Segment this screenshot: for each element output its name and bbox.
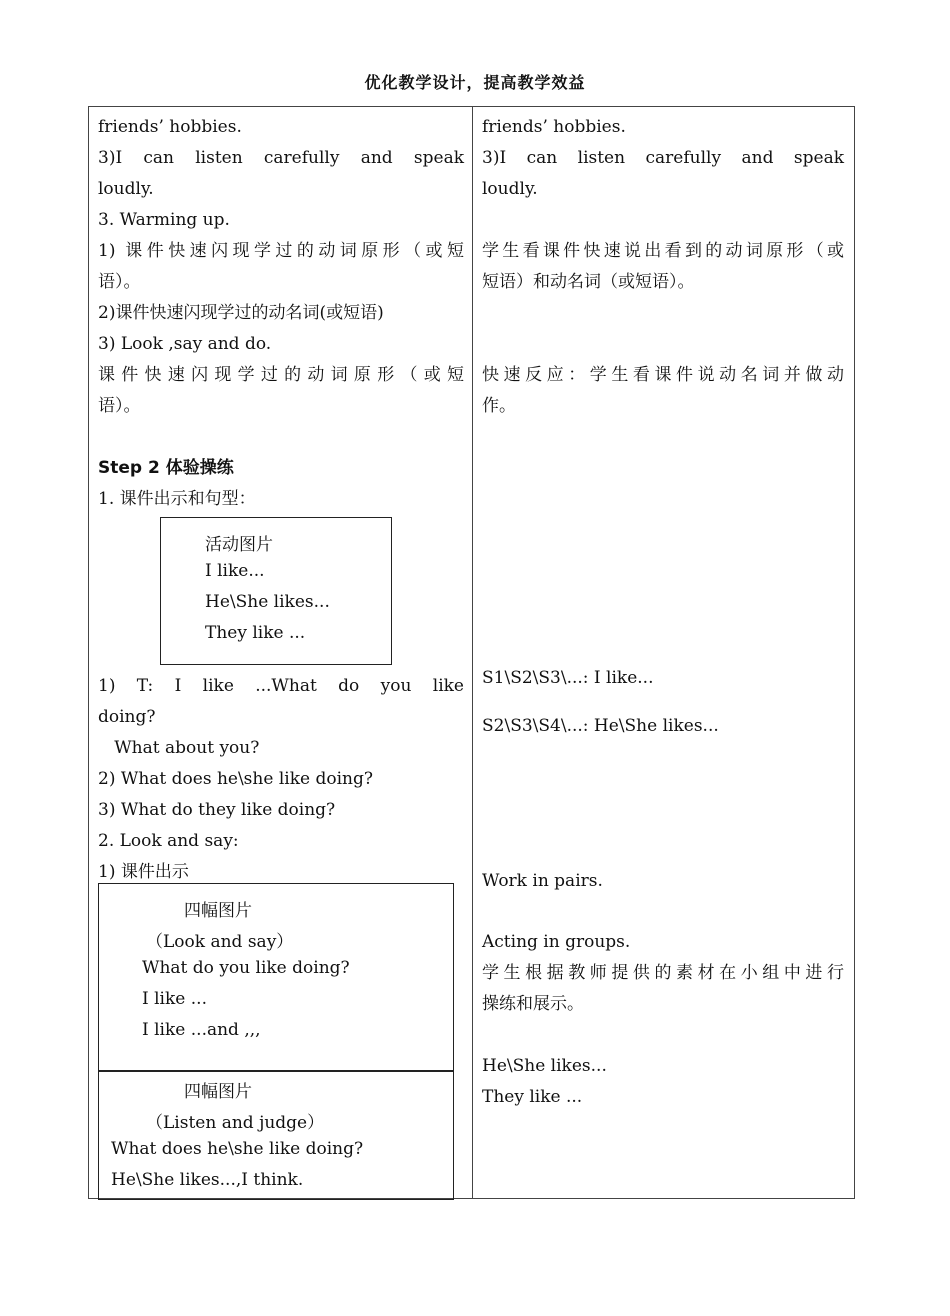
box-line: He\She likes...	[205, 592, 330, 612]
step-heading: Step 2 体验操练	[98, 458, 234, 478]
box-line: I like ...and ,,,	[142, 1020, 261, 1040]
text-line: friends’ hobbies.	[98, 117, 242, 137]
text-line: They like ...	[482, 1087, 583, 1107]
box-line: （Look and say）	[146, 932, 294, 952]
box-line: 活动图片	[205, 535, 273, 555]
box-line: I like...	[205, 561, 265, 581]
box-line: What does he\she like doing?	[111, 1139, 364, 1159]
box-line: What do you like doing?	[142, 958, 350, 978]
text-line: 学生看课件快速说出看到的动词原形（或	[482, 241, 844, 261]
text-line: 快速反应：学生看课件说动名词并做动	[482, 365, 844, 385]
page-title: 优化教学设计，提高教学效益	[364, 73, 586, 92]
text-line: 2) What does he\she like doing?	[98, 769, 373, 789]
text-line: 2)课件快速闪现学过的动名词(或短语)	[98, 303, 384, 323]
text-line: loudly.	[98, 179, 154, 199]
text-line: 1) T: I like ...What do you like	[98, 676, 464, 696]
text-line: 3)I can listen carefully and speak	[98, 148, 464, 168]
box-line: 四幅图片	[184, 1082, 252, 1102]
text-line: 1. 课件出示和句型：	[98, 489, 256, 509]
text-line: S1\S2\S3\...: I like...	[482, 668, 654, 688]
look-and-say-box	[98, 883, 454, 1072]
text-line: 语）。	[98, 396, 141, 416]
text-line: 3) Look ,say and do.	[98, 334, 272, 354]
text-line: 1) 课件快速闪现学过的动词原形（或短	[98, 241, 464, 261]
text-line: He\She likes...	[482, 1056, 607, 1076]
box-line: 四幅图片	[184, 901, 252, 921]
text-line: Work in pairs.	[482, 871, 603, 891]
text-line: 1) 课件出示	[98, 862, 189, 882]
text-line: friends’ hobbies.	[482, 117, 626, 137]
listen-and-judge-box	[98, 1070, 454, 1200]
text-line: 3) What do they like doing?	[98, 800, 336, 820]
text-line: loudly.	[482, 179, 538, 199]
text-line: 语）。	[98, 272, 141, 292]
text-line: doing?	[98, 707, 156, 727]
text-line: What about you?	[98, 738, 260, 758]
box-line: He\She likes...,I think.	[111, 1170, 304, 1190]
text-line: 作。	[482, 396, 516, 416]
text-line: 操练和展示。	[482, 994, 584, 1014]
text-line: S2\S3\S4\...: He\She likes...	[482, 716, 719, 736]
activity-picture-box	[160, 517, 392, 665]
text-line: 短语）和动名词（或短语）。	[482, 272, 695, 292]
box-line: I like ...	[142, 989, 207, 1009]
text-line: 学生根据教师提供的素材在小组中进行	[482, 963, 844, 983]
text-line: Acting in groups.	[482, 932, 631, 952]
lesson-plan-table	[88, 106, 855, 1199]
text-line: 3. Warming up.	[98, 210, 230, 230]
column-divider	[472, 107, 473, 1198]
text-line: 课件快速闪现学过的动词原形（或短	[98, 365, 464, 385]
text-line: 2. Look and say:	[98, 831, 239, 851]
box-line: They like ...	[205, 623, 306, 643]
box-line: （Listen and judge）	[146, 1113, 325, 1133]
text-line: 3)I can listen carefully and speak	[482, 148, 844, 168]
